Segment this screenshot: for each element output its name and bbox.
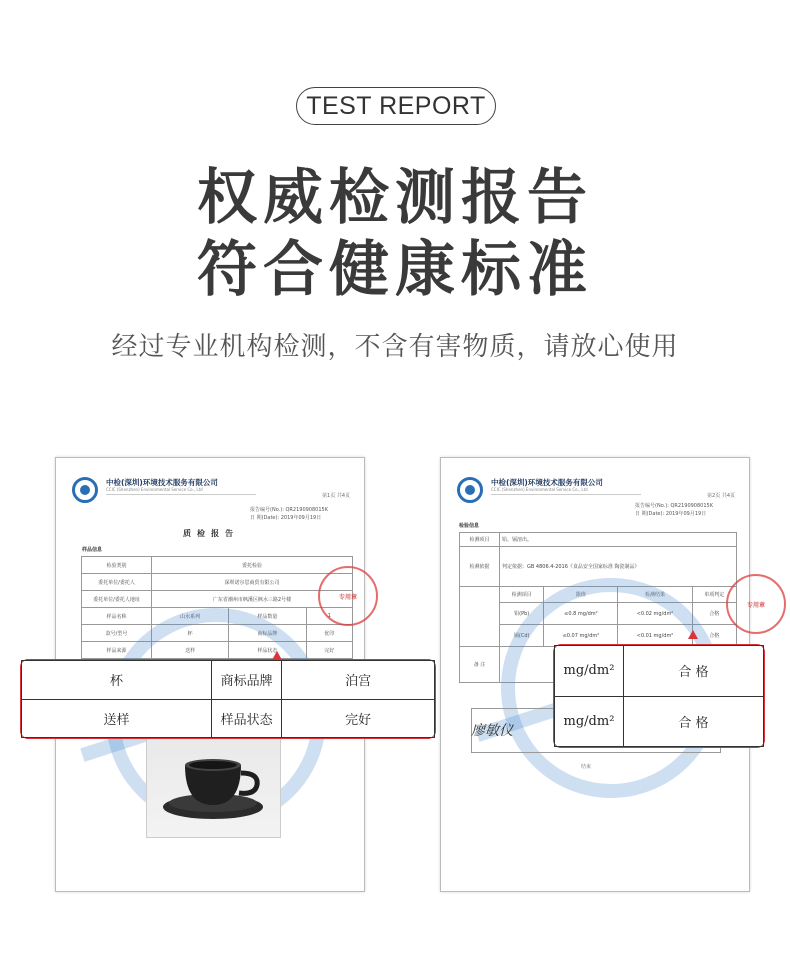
- zoom-callout-results: [553, 644, 765, 748]
- table-row: mg/dm² 合 格: [555, 646, 764, 697]
- page-info: 第1页 共4页: [322, 493, 350, 499]
- section-heading: 样品信息: [82, 547, 103, 553]
- report-number: 报告编号(No.): QR2190908015K: [635, 503, 713, 509]
- table-row: 检测项目 铅、镉溶出。: [460, 533, 737, 547]
- ccic-logo-icon: [72, 477, 98, 503]
- report-date: 日 期(Date): 2019年09月19日: [635, 511, 707, 517]
- table-row: 镉(Cd) ≤0.07 mg/dm² <0.01 mg/dm² 合格: [460, 625, 737, 647]
- table-row: 送样 样品状态 完好: [22, 699, 435, 738]
- end-label: 结束: [581, 764, 592, 770]
- page-info: 第2页 共4页: [707, 493, 735, 499]
- report-meta: [250, 506, 328, 522]
- official-stamp: 专用章: [726, 574, 786, 634]
- headline-line-2: 符合健康标准: [197, 235, 593, 305]
- ccic-logo-icon: [457, 477, 483, 503]
- company-name: 中检(深圳)环境技术服务有限公司: [491, 478, 603, 487]
- section-heading: 检验信息: [459, 523, 480, 529]
- divider: [106, 494, 256, 495]
- product-photo: [146, 728, 281, 838]
- official-stamp: 专用章: [318, 566, 378, 626]
- divider: [491, 494, 641, 495]
- subline: 经过专业机构检测，不含有害物质，请放心使用: [111, 332, 679, 362]
- table-row: mg/dm² 合 格: [555, 696, 764, 747]
- report-meta: [635, 502, 713, 518]
- company-name: 中检(深圳)环境技术服务有限公司: [106, 478, 218, 487]
- callout-pointer-icon: [688, 630, 698, 639]
- zoom-table: [21, 660, 435, 738]
- table-row: 备 注: [460, 647, 737, 683]
- table-row: 杯 商标品牌 泊宫: [22, 661, 435, 700]
- company-name-en: CCIC (Shenzhen) Environmental Service Co., Ltd: [491, 487, 588, 492]
- sample-info-table: [81, 556, 353, 659]
- table-row: 铅(Pb) ≤0.8 mg/dm² <0.02 mg/dm² 合格: [460, 603, 737, 625]
- report-date: 日 期(Date): 2019年09月19日: [250, 515, 322, 521]
- company-name-en: CCIC (Shenzhen) Environmental Service Co., Ltd: [106, 487, 203, 492]
- table-row: 检测项目 限值 检测结果 单项判定: [460, 587, 737, 603]
- cup-icon: [147, 729, 282, 839]
- table-row: 样品名称 山水系列 样品数量 1: [82, 608, 353, 625]
- test-report-badge: TEST REPORT: [296, 87, 496, 125]
- zoom-callout-sample: [20, 659, 436, 739]
- table-row: 款号/型号 杯 商标品牌 优印: [82, 625, 353, 642]
- table-row: 检验类别 委托检验: [82, 557, 353, 574]
- headline-line-1: 权威检测报告: [197, 163, 593, 233]
- zoom-table: [554, 645, 764, 747]
- table-row: 样品来源 送样 样品状态 完好: [82, 642, 353, 659]
- table-row: 检测依据 判定依据：GB 4806.4-2016《食品安全国家标准 陶瓷制品》: [460, 547, 737, 587]
- document-title: 质检报告: [183, 529, 239, 538]
- table-row: 委托单位/委托人 深圳诺尔思商贸有限公司: [82, 574, 353, 591]
- report-number: 报告编号(No.): QR2190908015K: [250, 507, 328, 513]
- table-row: 委托单位/委托人地址 广东省潮州市枫溪区枫水三路2号楼: [82, 591, 353, 608]
- signature: 廖敏仪: [471, 723, 513, 739]
